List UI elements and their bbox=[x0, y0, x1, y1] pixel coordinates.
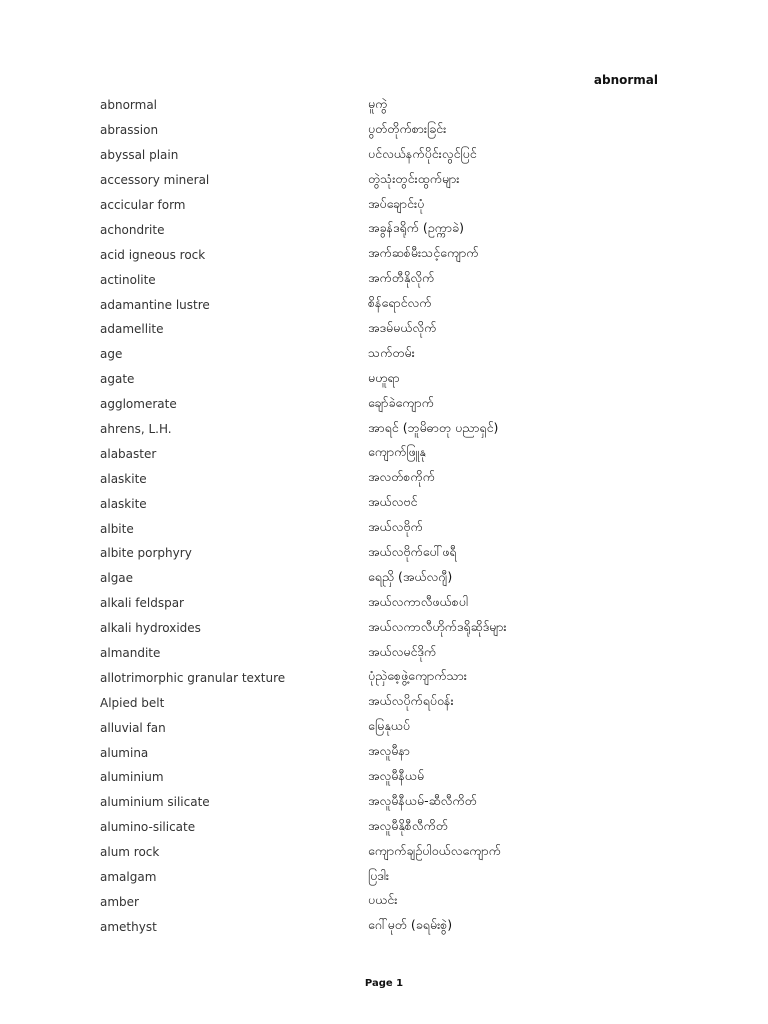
entry-definition: ချော်ခဲကျောက် bbox=[368, 394, 434, 410]
entry-definition: ပင်လယ်နက်ပိုင်းလွင်ပြင် bbox=[368, 145, 477, 161]
glossary-entry bbox=[100, 516, 660, 541]
glossary-list bbox=[100, 93, 660, 939]
entry-term: alkali hydroxides bbox=[100, 621, 201, 636]
glossary-entry bbox=[100, 118, 660, 143]
entry-term: acid igneous rock bbox=[100, 247, 206, 262]
entry-definition: အယ်လဗင် bbox=[368, 494, 418, 510]
entry-term: actinolite bbox=[100, 272, 156, 287]
entry-definition: မဟူရာ bbox=[368, 369, 400, 385]
page-number: Page 1 bbox=[364, 978, 404, 989]
glossary-entry bbox=[100, 815, 660, 840]
entry-term: age bbox=[100, 347, 123, 362]
entry-term: alaskite bbox=[100, 496, 147, 511]
glossary-entry bbox=[100, 790, 660, 815]
glossary-entry bbox=[100, 193, 660, 218]
entry-definition: အာရင် (ဘူမိဓာတု ပညာရှင်) bbox=[368, 419, 499, 435]
entry-term: alum rock bbox=[100, 845, 160, 860]
entry-definition: ရေညှိ (အယ်လဂျီ) bbox=[368, 568, 453, 584]
running-header-term: abnormal bbox=[593, 73, 658, 87]
glossary-entry bbox=[100, 168, 660, 193]
entry-term: albite porphyry bbox=[100, 546, 192, 561]
glossary-entry bbox=[100, 292, 660, 317]
glossary-entry bbox=[100, 217, 660, 242]
entry-term: alumino-silicate bbox=[100, 820, 196, 835]
entry-definition: မူကွဲ bbox=[368, 95, 388, 111]
entry-term: albite bbox=[100, 521, 134, 536]
entry-term: alabaster bbox=[100, 446, 157, 461]
glossary-entry bbox=[100, 317, 660, 342]
entry-term: abrassion bbox=[100, 123, 159, 138]
entry-term: alaskite bbox=[100, 471, 147, 486]
glossary-entry bbox=[100, 740, 660, 765]
entry-definition: အယ်လကာလီဟိုက်ဒရိုဆိုဒ်များ bbox=[368, 618, 507, 634]
entry-term: almandite bbox=[100, 646, 161, 661]
entry-term: adamantine lustre bbox=[100, 297, 210, 312]
glossary-entry bbox=[100, 541, 660, 566]
entry-term: achondrite bbox=[100, 222, 165, 237]
glossary-entry bbox=[100, 242, 660, 267]
glossary-entry bbox=[100, 914, 660, 939]
entry-term: aluminium bbox=[100, 770, 164, 785]
entry-term: allotrimorphic granular texture bbox=[100, 670, 286, 685]
entry-term: amber bbox=[100, 894, 139, 909]
entry-definition: အလူမီနီယမ် bbox=[368, 767, 425, 783]
glossary-entry bbox=[100, 765, 660, 790]
entry-definition: ကျောက်ချဉ်ပါဝယ်လကျောက် bbox=[368, 842, 501, 858]
entry-term: alluvial fan bbox=[100, 720, 166, 735]
entry-definition: ပြဒါး bbox=[368, 867, 390, 883]
entry-term: aluminium silicate bbox=[100, 795, 210, 810]
entry-term: abnormal bbox=[100, 98, 158, 113]
glossary-entry bbox=[100, 441, 660, 466]
entry-definition: စိန်ရောင်လက် bbox=[368, 295, 432, 311]
glossary-entry bbox=[100, 342, 660, 367]
entry-definition: အလူမီနာ bbox=[368, 743, 410, 759]
glossary-entry bbox=[100, 690, 660, 715]
entry-term: amethyst bbox=[100, 919, 157, 934]
entry-definition: အလူမီနီယမ်-ဆီလီကိတ် bbox=[368, 792, 477, 808]
glossary-entry bbox=[100, 367, 660, 392]
entry-term: agate bbox=[100, 372, 135, 387]
entry-definition: အပ်ချောင်းပုံ bbox=[368, 195, 425, 211]
glossary-entry bbox=[100, 641, 660, 666]
entry-definition: ပွတ်တိုက်စားခြင်း bbox=[368, 120, 447, 136]
entry-definition: အယ်လပိုက်ရပ်ဝန်း bbox=[368, 693, 454, 709]
glossary-entry bbox=[100, 890, 660, 915]
entry-definition: မြေနုယပ် bbox=[368, 718, 410, 734]
entry-term: alumina bbox=[100, 745, 149, 760]
glossary-entry bbox=[100, 566, 660, 591]
entry-term: abyssal plain bbox=[100, 148, 179, 163]
entry-term: accicular form bbox=[100, 198, 186, 212]
entry-definition: အခွန်ဒရိုက် (ဥက္ကာခဲ) bbox=[368, 220, 464, 236]
glossary-entry bbox=[100, 865, 660, 890]
entry-definition: အလူမီနိုစီလီကိတ် bbox=[368, 817, 448, 833]
glossary-entry bbox=[100, 840, 660, 865]
entry-definition: ပယင်း bbox=[368, 892, 398, 908]
glossary-entry bbox=[100, 715, 660, 740]
glossary-entry bbox=[100, 143, 660, 168]
entry-term: Alpied belt bbox=[100, 695, 165, 710]
entry-definition: ဂေါ်မုတ် (ခရမ်းစွဲ) bbox=[368, 917, 453, 933]
glossary-entry bbox=[100, 392, 660, 417]
entry-definition: အလတ်စကိုက် bbox=[368, 469, 435, 485]
entry-term: alkali feldspar bbox=[100, 596, 184, 611]
entry-definition: သက်တမ်း bbox=[368, 344, 415, 360]
entry-definition: တွဲသုံးတွင်းထွက်များ bbox=[368, 170, 460, 186]
glossary-entry bbox=[100, 491, 660, 516]
entry-definition: အယ်လဗိုက်ပေါ်ဖရီ bbox=[368, 543, 457, 559]
glossary-entry bbox=[100, 417, 660, 442]
entry-term: adamellite bbox=[100, 322, 164, 337]
glossary-entry bbox=[100, 93, 660, 118]
entry-definition: ကျောက်ဖြူနု bbox=[368, 444, 426, 460]
glossary-entry bbox=[100, 616, 660, 641]
glossary-entry bbox=[100, 466, 660, 491]
entry-term: algae bbox=[100, 571, 134, 586]
entry-definition: အယ်လကာလီဖယ်စပါ bbox=[368, 593, 469, 609]
entry-term: ahrens, L.H. bbox=[100, 422, 172, 437]
entry-term: amalgam bbox=[100, 870, 157, 885]
entry-term: agglomerate bbox=[100, 397, 177, 412]
entry-definition: ပုံညှဲစေ့ဖွဲ့ကျောက်သား bbox=[368, 668, 467, 684]
entry-term: accessory mineral bbox=[100, 173, 210, 188]
glossary-entry bbox=[100, 591, 660, 616]
entry-definition: အက်တီနိုလိုက် bbox=[368, 270, 435, 286]
entry-definition: အယ်လမင်ဒိုက် bbox=[368, 643, 437, 659]
entry-definition: အဒမ်မယ်လိုက် bbox=[368, 319, 437, 335]
entry-definition: အက်ဆစ်မီးသင့်ကျောက် bbox=[368, 245, 479, 261]
entry-definition: အယ်လဗိုက် bbox=[368, 519, 423, 535]
glossary-entry bbox=[100, 665, 660, 690]
glossary-entry bbox=[100, 267, 660, 292]
